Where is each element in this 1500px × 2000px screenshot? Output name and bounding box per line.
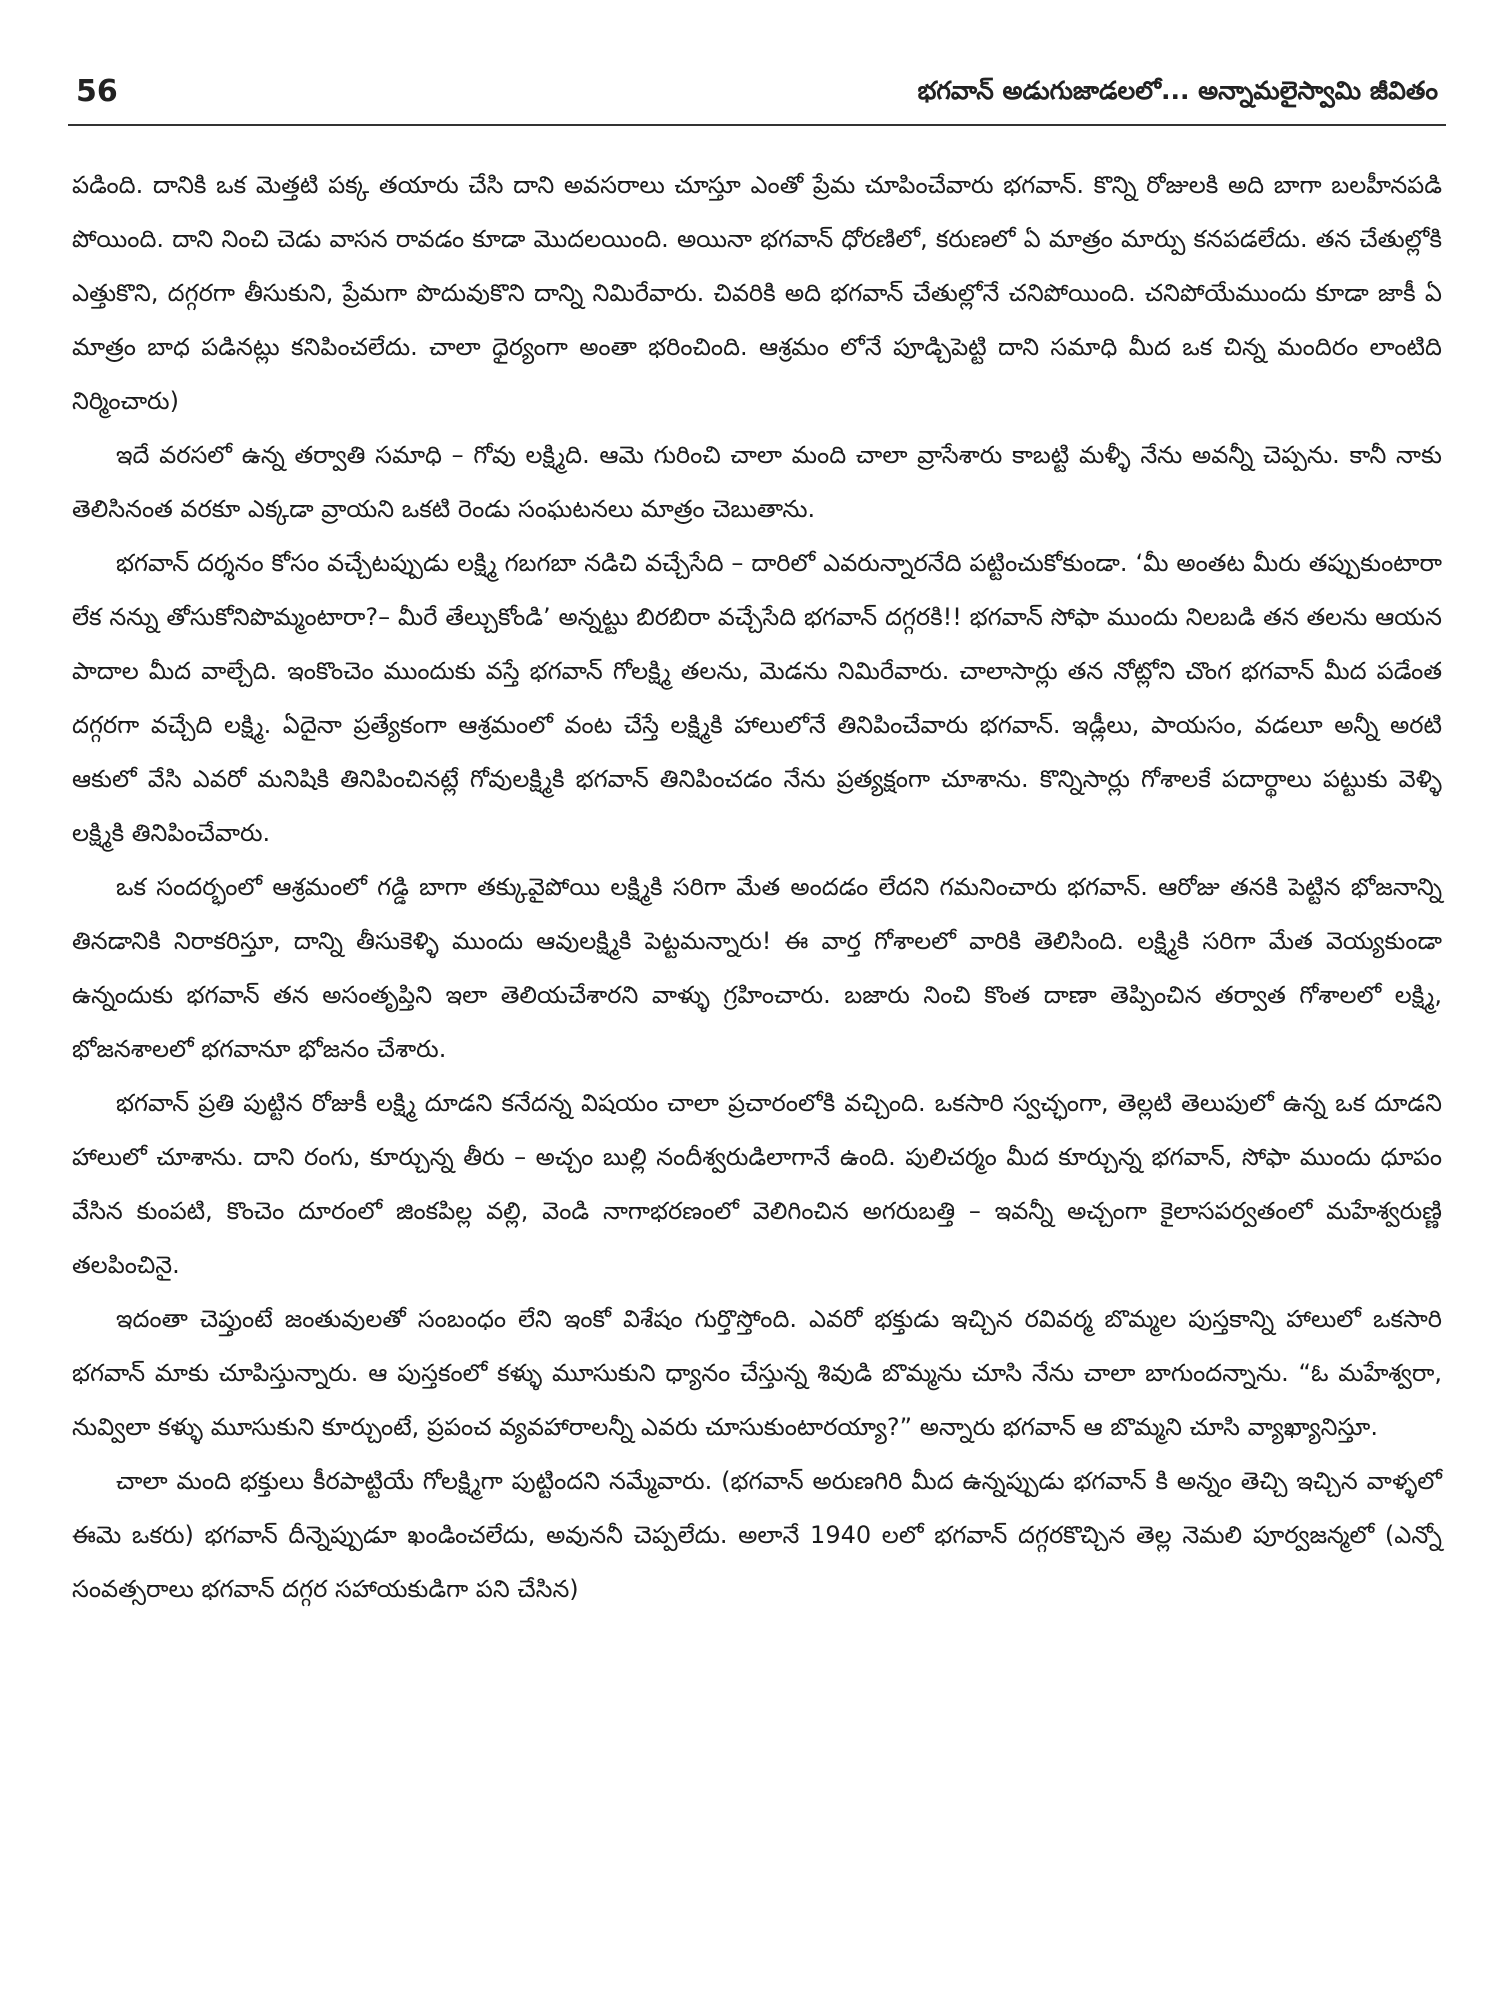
paragraph: ఇదంతా చెప్తుంటే జంతువులతో సంబంధం లేని ఇంకో విశేషం గుర్తొస్తోంది. ఎవరో భక్తుడు ఇచ్చిన రవివర్మ బొమ్మల పుస్తకాన్ని హాలులో ఒకసారి భగవాన్ మాకు చూపిస్తున్నారు. ఆ పుస్తకంలో కళ్ళు మూసుకుని ధ్యానం చేస్తున్న శివుడి బొమ్మను చూసి నేను చాలా బాగుందన్నాను. “ఓ మహేశ్వరా, నువ్విలా కళ్ళు మూసుకుని కూర్చుంటే, ప్రపంచ వ్యవహారాలన్నీ ఎవరు చూసుకుంటారయ్యా?” అన్నారు భగవాన్ ఆ బొమ్మని చూసి వ్యాఖ్యానిస్తూ.: [72, 1305, 1442, 1441]
running-title: భగవాన్ అడుగుజాడలలో... అన్నామలైస్వామి జీవితం: [917, 76, 1438, 105]
page-number: 56: [76, 74, 118, 109]
paragraph: ఇదే వరసలో ఉన్న తర్వాతి సమాధి – గోవు లక్ష్మిది. ఆమె గురించి చాలా మంది చాలా వ్రాసేశారు కాబట్టి మళ్ళీ నేను అవన్నీ చెప్పను. కానీ నాకు తెలిసినంత వరకూ ఎక్కడా వ్రాయని ఒకటి రెండు సంఘటనలు మాత్రం చెబుతాను.: [72, 441, 1442, 523]
body-text: [72, 158, 1442, 1616]
header-divider: [68, 124, 1446, 126]
page-header: [68, 68, 1446, 124]
paragraph: భగవాన్ దర్శనం కోసం వచ్చేటప్పుడు లక్ష్మి గబగబా నడిచి వచ్చేసేది – దారిలో ఎవరున్నారనేది పట్టించుకోకుండా. ‘మీ అంతట మీరు తప్పుకుంటారా లేక నన్ను తోసుకోనిపొమ్మంటారా?– మీరే తేల్చుకోండి’ అన్నట్టు బిరబిరా వచ్చేసేది భగవాన్ దగ్గరకి!! భగవాన్ సోఫా ముందు నిలబడి తన తలను ఆయన పాదాల మీద వాల్చేది. ఇంకొంచెం ముందుకు వస్తే భగవాన్ గోలక్ష్మి తలను, మెడను నిమిరేవారు. చాలాసార్లు తన నోట్లోని చొంగ భగవాన్ మీద పడేంత దగ్గరగా వచ్చేది లక్ష్మి. ఏదైనా ప్రత్యేకంగా ఆశ్రమంలో వంట చేస్తే లక్ష్మికి హాలులోనే తినిపించేవారు భగవాన్. ఇడ్లీలు, పాయసం, వడలూ అన్నీ అరటి ఆకులో వేసి ఎవరో మనిషికి తినిపించినట్లే గోవులక్ష్మికి భగవాన్ తినిపించడం నేను ప్రత్యక్షంగా చూశాను. కొన్నిసార్లు గోశాలకే పదార్థాలు పట్టుకు వెళ్ళి లక్ష్మికి తినిపించేవారు.: [72, 549, 1443, 847]
paragraph: భగవాన్ ప్రతి పుట్టిన రోజుకీ లక్ష్మి దూడని కనేదన్న విషయం చాలా ప్రచారంలోకి వచ్చింది. ఒకసారి స్వచ్ఛంగా, తెల్లటి తెలుపులో ఉన్న ఒక దూడని హాలులో చూశాను. దాని రంగు, కూర్చున్న తీరు – అచ్చం బుల్లి నందీశ్వరుడిలాగానే ఉంది. పులిచర్మం మీద కూర్చున్న భగవాన్, సోఫా ముందు ధూపం వేసిన కుంపటి, కొంచెం దూరంలో జింకపిల్ల వల్లి, వెండి నాగాభరణంలో వెలిగించిన అగరుబత్తి – ఇవన్నీ అచ్చంగా కైలాసపర్వతంలో మహేశ్వరుణ్ణి తలపించినై.: [72, 1089, 1442, 1279]
paragraph: చాలా మంది భక్తులు కీరపాట్టియే గోలక్ష్మిగా పుట్టిందని నమ్మేవారు. (భగవాన్ అరుణగిరి మీద ఉన్నప్పుడు భగవాన్ కి అన్నం తెచ్చి ఇచ్చిన వాళ్ళలో ఈమె ఒకరు) భగవాన్ దీన్నెప్పుడూ ఖండించలేదు, అవుననీ చెప్పలేదు. అలానే 1940 లలో భగవాన్ దగ్గరకొచ్చిన తెల్ల నెమలి పూర్వజన్మలో (ఎన్నో సంవత్సరాలు భగవాన్ దగ్గర సహాయకుడిగా పని చేసిన): [72, 1467, 1442, 1603]
paragraph-continued: పడింది. దానికి ఒక మెత్తటి పక్క తయారు చేసి దాని అవసరాలు చూస్తూ ఎంతో ప్రేమ చూపించేవారు భగవాన్. కొన్ని రోజులకి అది బాగా బలహీనపడి పోయింది. దాని నించి చెడు వాసన రావడం కూడా మొదలయింది. అయినా భగవాన్ ధోరణిలో, కరుణలో ఏ మాత్రం మార్పు కనపడలేదు. తన చేతుల్లోకి ఎత్తుకొని, దగ్గరగా తీసుకుని, ప్రేమగా పొదువుకొని దాన్ని నిమిరేవారు. చివరికి అది భగవాన్ చేతుల్లోనే చనిపోయింది. చనిపోయేముందు కూడా జాకీ ఏ మాత్రం బాధ పడినట్లు కనిపించలేదు. చాలా ధైర్యంగా అంతా భరించింది. ఆశ్రమం లోనే పూడ్చిపెట్టి దాని సమాధి మీద ఒక చిన్న మందిరం లాంటిది నిర్మించారు): [72, 171, 1442, 415]
paragraph: ఒక సందర్భంలో ఆశ్రమంలో గడ్డి బాగా తక్కువైపోయి లక్ష్మికి సరిగా మేత అందడం లేదని గమనించారు భగవాన్. ఆరోజు తనకి పెట్టిన భోజనాన్ని తినడానికి నిరాకరిస్తూ, దాన్ని తీసుకెళ్ళి ముందు ఆవులక్ష్మికి పెట్టమన్నారు! ఈ వార్త గోశాలలో వారికి తెలిసింది. లక్ష్మికి సరిగా మేత వెయ్యకుండా ఉన్నందుకు భగవాన్ తన అసంతృప్తిని ఇలా తెలియచేశారని వాళ్ళు గ్రహించారు. బజారు నించి కొంత దాణా తెప్పించిన తర్వాత గోశాలలో లక్ష్మి, భోజనశాలలో భగవానూ భోజనం చేశారు.: [72, 873, 1442, 1063]
